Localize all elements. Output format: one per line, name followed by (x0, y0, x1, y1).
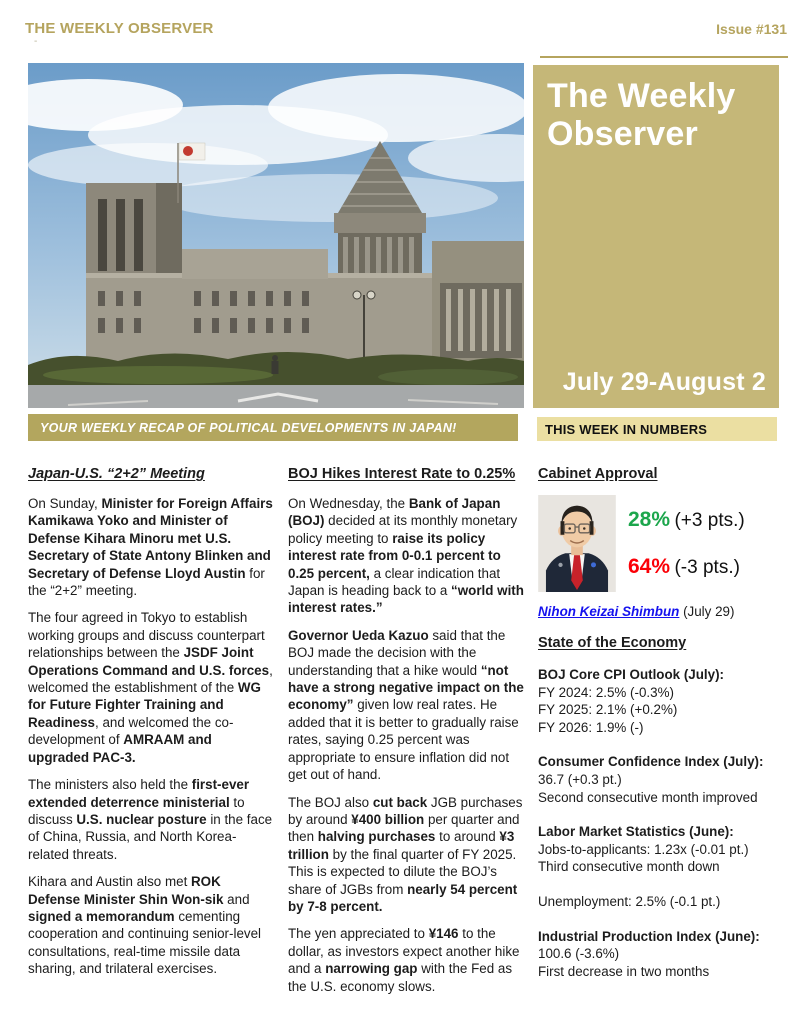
stat-line: FY 2026: 1.9% (-) (538, 719, 644, 735)
stat-title: Labor Market Statistics (June): (538, 824, 734, 840)
masthead-date: July 29-August 2 (562, 368, 766, 396)
stat-line: Third consecutive month down (538, 859, 720, 875)
approval-row (538, 495, 779, 592)
disapproval-change: (-3 pts.) (674, 557, 740, 578)
approval-stats (628, 495, 745, 592)
article-boj (288, 466, 528, 1005)
approval-change: (+3 pts.) (674, 510, 745, 531)
diet-building-photo (28, 63, 524, 408)
stat-title: Consumer Confidence Index (July): (538, 754, 764, 770)
stat-block-cpi (538, 666, 779, 736)
stat-line: First decrease in two months (538, 963, 710, 979)
masthead (533, 65, 779, 408)
stat-line: FY 2025: 2.1% (+0.2%) (538, 702, 678, 718)
article-paragraph: The yen appreciated to ¥146 to the dollar, as investors expect another hike and a narrowing gap with the Fed as the U.S. economy slows. (288, 926, 520, 994)
stat-block-labor-market (538, 823, 779, 876)
header-brand: THE WEEKLY OBSERVER (25, 20, 214, 37)
masthead-title-line1: The Weekly (547, 77, 736, 115)
article-heading: Japan-U.S. “2+2” Meeting (28, 466, 205, 482)
pedestrian (272, 355, 279, 374)
stat-line: FY 2024: 2.5% (-0.3%) (538, 684, 674, 700)
article-paragraph: On Wednesday, the Bank of Japan (BOJ) decided at its monthly monetary policy meeting to raise its policy interest rate from 0-0.1 percent to 0.25 percent, a clear indication that Japan is heading back to a “world with interest rates.” (288, 496, 524, 616)
source-link[interactable]: Nihon Keizai Shimbun (538, 604, 680, 619)
disapproval-rating (628, 555, 745, 579)
lapel-pin (591, 562, 596, 567)
stat-line: 36.7 (+0.3 pt.) (538, 771, 622, 787)
disapproval-value: 64% (628, 555, 671, 578)
stat-line: Second consecutive month improved (538, 789, 758, 805)
numbers-banner (537, 417, 777, 441)
numbers-banner-text: THIS WEEK IN NUMBERS (545, 421, 708, 437)
header-issue-number: Issue #131 (716, 21, 787, 37)
economy-heading: State of the Economy (538, 635, 687, 651)
stat-block-unemployment (538, 893, 779, 911)
masthead-title (547, 77, 735, 153)
road (28, 385, 524, 408)
article-paragraph: Kihara and Austin also met ROK Defense Minister Shin Won-sik and signed a memorandum cementing cooperation and continuing senior-level consultations, real-time missile data sharing, and trilateral exercises. (28, 874, 262, 977)
stat-line: 100.6 (-3.6%) (538, 946, 620, 962)
source-date: (July 29) (679, 604, 735, 619)
approval-rating (628, 508, 745, 532)
article-paragraph: The BOJ also cut back JGB purchases by around ¥400 billion per quarter and then halving purchases to around ¥3 trillion by the final quarter of FY 2025. This is expected to dilute the BOJ’s share of JGBs from nearly 54 percent by 7-8 percent. (288, 794, 523, 914)
article-paragraph: The four agreed in Tokyo to establish working groups and discuss counterpart relationships between the JSDF Joint Operations Command and U.S. forces, welcomed the establishment of the WG for Future Fighter Training and Readiness, and welcomed the co-development of AMRAAM and upgraded PAC-3. (28, 610, 273, 765)
stat-title: BOJ Core CPI Outlook (July): (538, 667, 724, 682)
article-japan-us (28, 466, 273, 988)
article-paragraph: Governor Ueda Kazuo said that the BOJ made the decision with the understanding that a hike would “not have a strong negative impact on the economy” given low real rates. He added that it is better to gradually raise rates, saying 0.25 percent was appropriate to ensure inflation did not get out of hand. (288, 627, 524, 783)
cabinet-approval-heading: Cabinet Approval (538, 466, 658, 482)
tagline-text: YOUR WEEKLY RECAP OF POLITICAL DEVELOPMENTS IN JAPAN! (40, 420, 457, 435)
pm-portrait (538, 495, 616, 592)
approval-value: 28% (628, 508, 671, 531)
stat-block-consumer-confidence (538, 753, 779, 806)
numbers-panel (538, 466, 779, 997)
approval-source (538, 604, 779, 619)
stat-block-industrial-production (538, 928, 779, 981)
stat-line: Jobs-to-applicants: 1.23x (-0.01 pt.) (538, 841, 749, 857)
header-rule (540, 56, 788, 58)
article-paragraph: On Sunday, Minister for Foreign Affairs Kamikawa Yoko and Minister of Defense Kihara Minoru met U.S. Secretary of State Antony Blinken and Secretary of Defense Lloyd Austin for the “2+2” meeting. (28, 496, 273, 599)
article-paragraph: The ministers also held the first-ever extended deterrence ministerial to discuss U.S. nuclear posture in the face of China, Russia, and North Korea-related threats. (28, 777, 273, 862)
brand-dash: - (34, 36, 38, 47)
article-heading: BOJ Hikes Interest Rate to 0.25% (288, 466, 516, 482)
masthead-title-line2: Observer (547, 115, 698, 153)
tagline-banner (28, 414, 518, 441)
stat-title: Industrial Production Index (June): (538, 928, 760, 944)
stat-line: Unemployment: 2.5% (-0.1 pt.) (538, 893, 721, 909)
